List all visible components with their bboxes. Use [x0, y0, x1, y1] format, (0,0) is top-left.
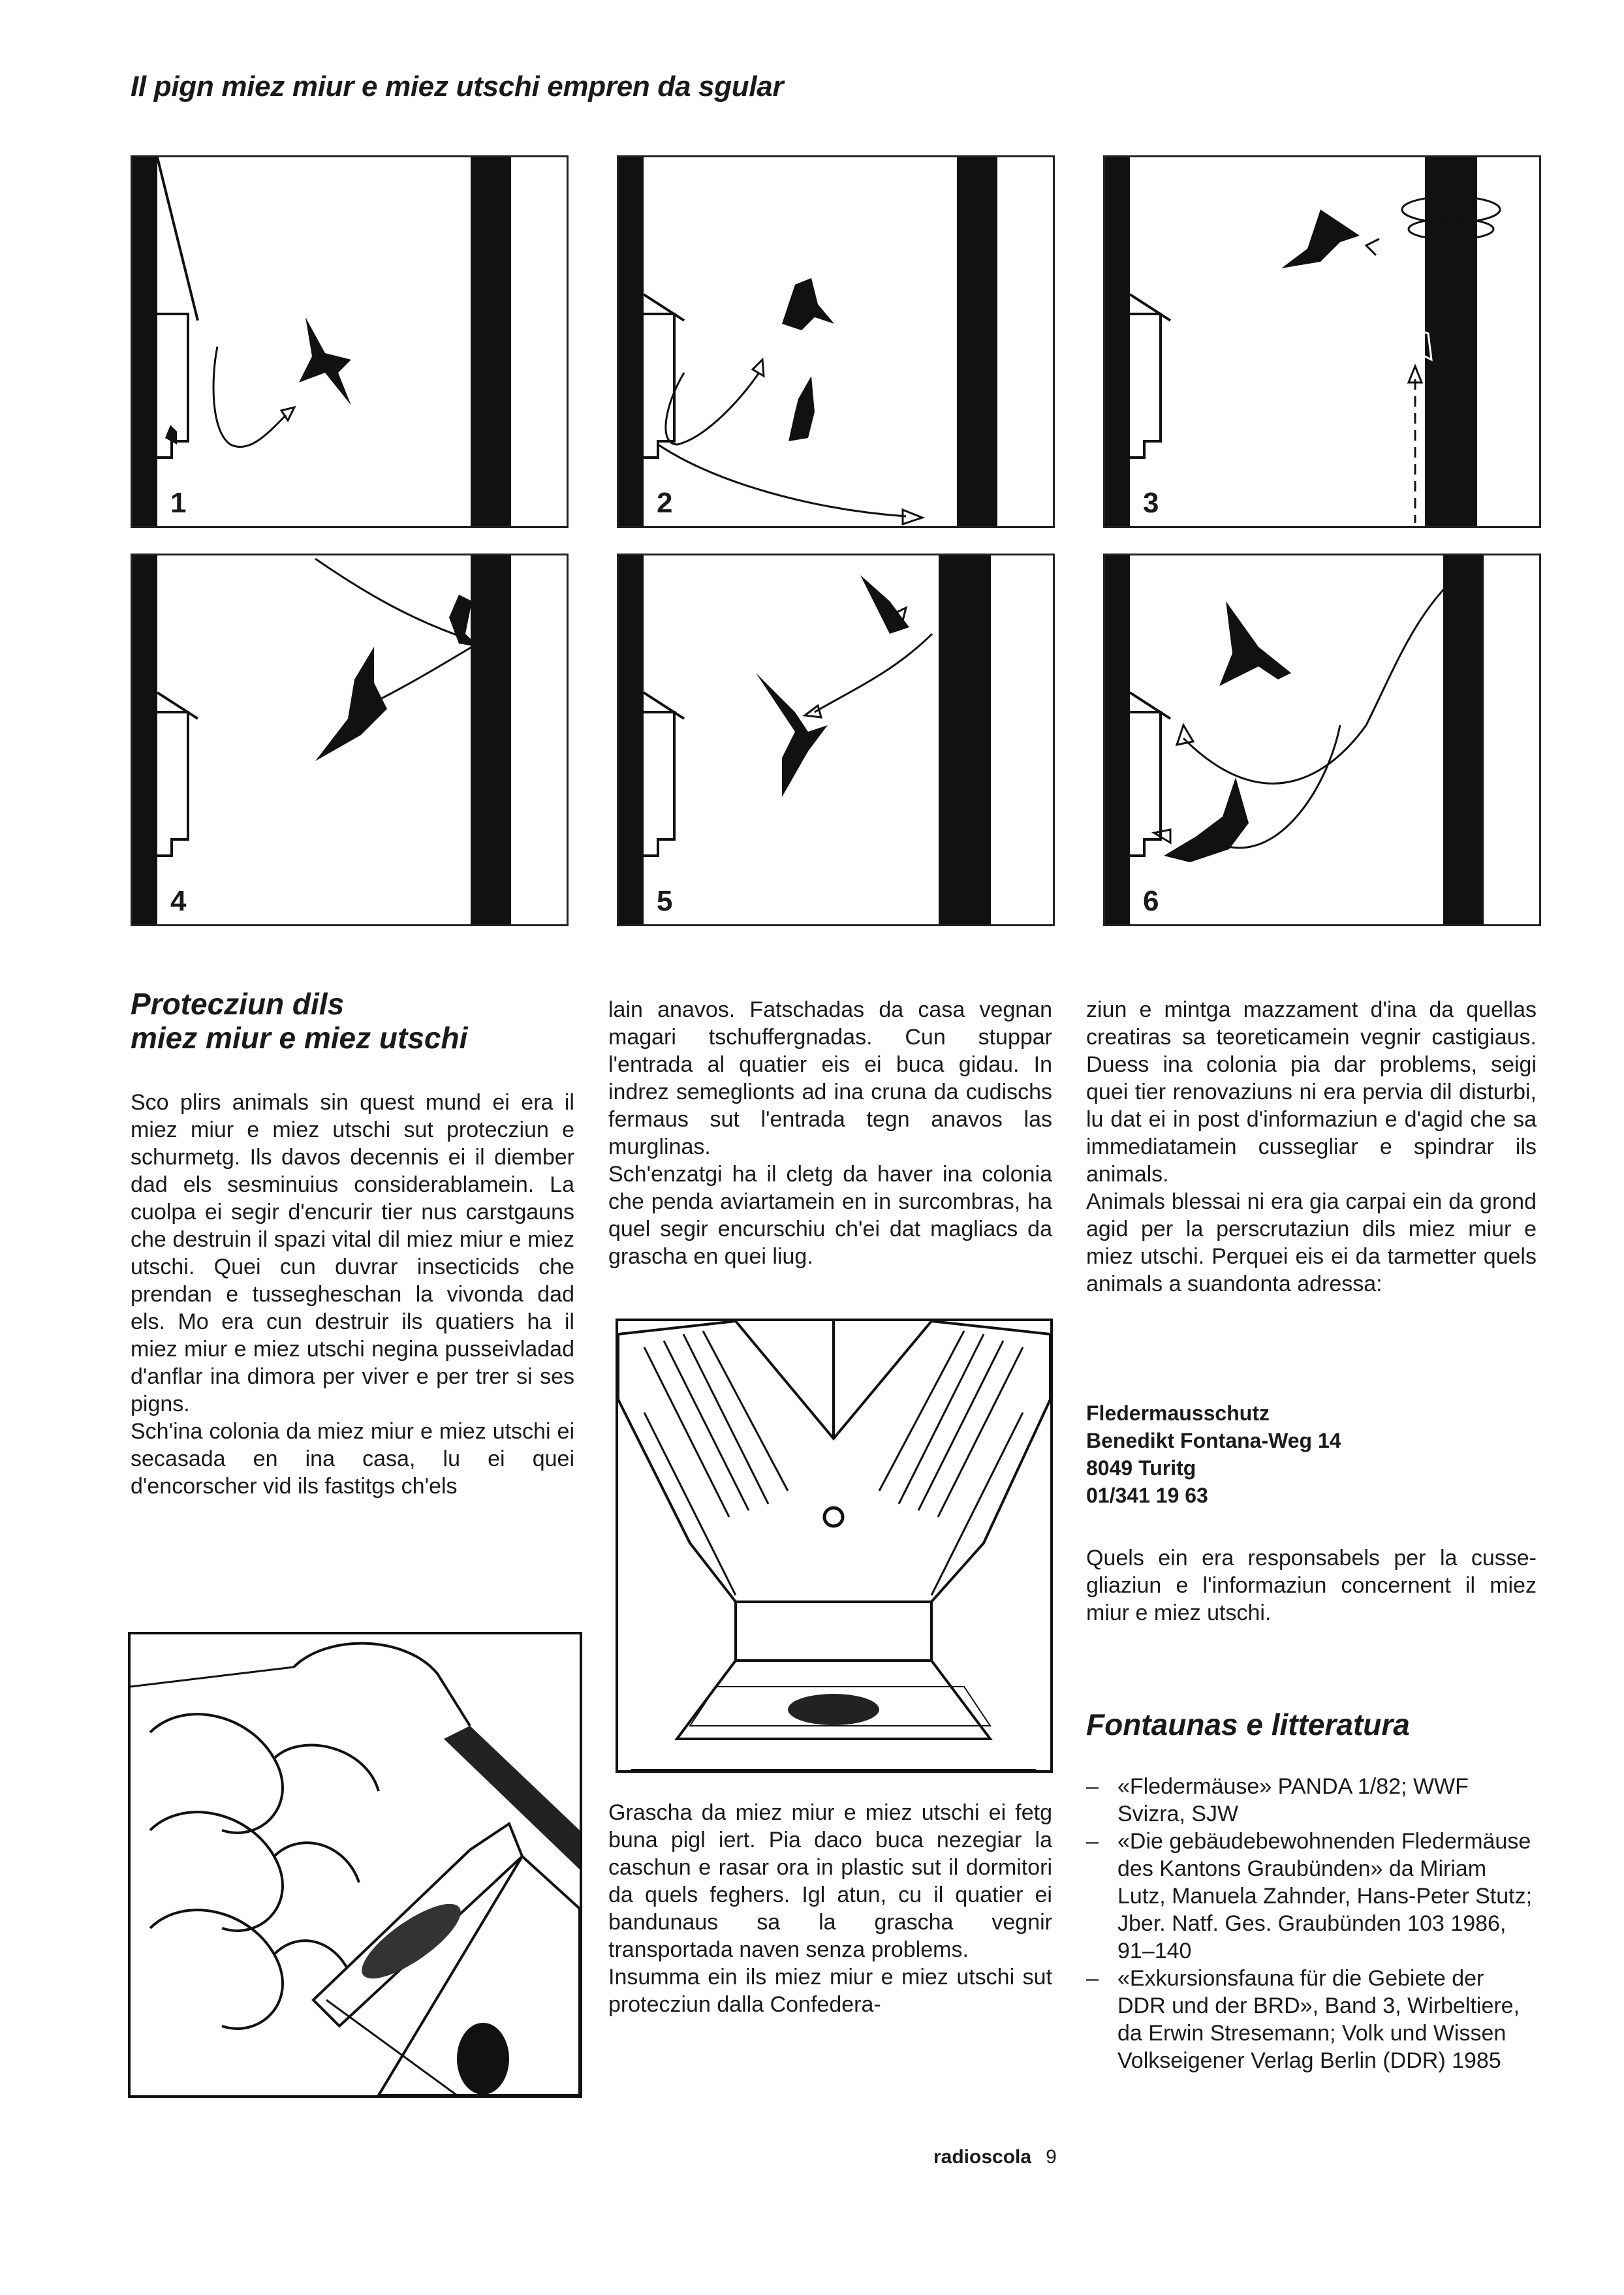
list-item	[1086, 1773, 1537, 1828]
section-title-line: miez miur e miez utschi	[131, 1021, 468, 1055]
panel-number: 1	[170, 487, 187, 519]
paragraph: Grascha da miez miur e miez utschi ei fetg buna pigl iert. Pia daco buca nezegiar la caschun e rasar ora in plastic sut il dormitori da quels feghers. Igl atun, cu il quatier ei bandunaus sa la grascha vegnir transportada naven senza problems.	[608, 1800, 1052, 1962]
list-dash: –	[1086, 1966, 1099, 1991]
paragraph: Animals blessai ni era gia carpai ein da grond agid per la perscrutaziun dils miez miur e miez utschi. Perquei eis ei da tarmetter quels animals a suandonta adressa:	[1086, 1189, 1537, 1296]
paragraph: Insumma ein ils miez miur e miez utschi sut protecziun dalla Confedera-	[608, 1965, 1052, 2017]
text-column-3	[1086, 996, 1537, 1298]
list-dash: –	[1086, 1774, 1099, 1799]
bat-box-drawing	[618, 1321, 1050, 1770]
panel-number: 2	[657, 487, 673, 519]
text-column-1	[131, 1089, 574, 1500]
address-line: Fledermausschutz	[1086, 1401, 1270, 1425]
paragraph: lain anavos. Fatschadas da casa vegnan magari tschuffergnadas. Cun stuppar l'entrada al quatier eis ei buca gidau. In indrez semeglionts ad ina cruna da cudischs fermaus sut l'entrada tegn anavos las murglinas.	[608, 997, 1052, 1159]
bat-illustration-4	[133, 555, 567, 924]
comic-panel-5	[617, 554, 1055, 926]
comic-panel-4	[131, 554, 569, 926]
sources-list	[1086, 1773, 1537, 2074]
paragraph: Sco plirs animals sin quest mund ei era il miez miur e miez utschi sut protecziun e schurmetg. Ils davos decennis ei il diember dad els sesminuius considerablamein. La cuolpa ei segir d'encurir tier nus carstgauns che destruin il spazi vital dil miez miur e miez utschi. Quei cun duvrar insecticids che prendan e tussegheschan la vivonda dad els. Mo era cun destruir ils quatiers ha il miez miur e miez utschi negina pusseivladad d'anflar ina dimora per viver e per trer si ses pigns.	[131, 1090, 574, 1416]
comic-panel-3	[1103, 155, 1541, 528]
address-block	[1086, 1399, 1478, 1509]
roof-box-illustration	[616, 1319, 1053, 1773]
list-item	[1086, 1965, 1537, 2074]
page-number: 9	[1046, 2146, 1057, 2168]
panel-number: 3	[1143, 487, 1159, 519]
bat-illustration-1	[133, 157, 567, 526]
paragraph: Sch'enzatgi ha il cletg da haver ina colonia che penda aviartamein en in surcombras, ha quel segir encurschiu ch'ei dat magliacs da grascha en quei liug.	[608, 1162, 1052, 1269]
paragraph: ziun e mintga mazzament d'ina da quellas creatiras sa teoreticamein vegnir castigiaus. Duess ina colonia pia dar problems, seigi quei tier renovaziuns ni era pervia dil disturbi, lu dat ei in post d'informaziun e d'agid che sa immediatamein cussegliar e spindrar ils animals.	[1086, 997, 1537, 1187]
section-title-line: Protecziun dils	[131, 987, 345, 1021]
address-line: Benedikt Fontana-Weg 14	[1086, 1429, 1341, 1452]
comic-panel-2	[617, 155, 1055, 528]
comic-panel-6	[1103, 554, 1541, 926]
caption-text	[608, 1799, 1052, 2018]
roof-tiles-illustration	[128, 1632, 582, 2098]
section-title-protection	[131, 987, 587, 1055]
address-line: 8049 Turitg	[1086, 1456, 1196, 1480]
bat-illustration-3	[1105, 157, 1539, 526]
list-item	[1086, 1828, 1537, 1965]
section-title-sources: Fontaunas e litteratura	[1086, 1708, 1410, 1741]
bat-illustration-6	[1105, 555, 1539, 924]
panel-number: 6	[1143, 885, 1159, 917]
list-dash: –	[1086, 1829, 1099, 1854]
source-text: «Exkursionsfauna für die Gebiete der DDR und der BRD», Band 3, Wirbeltiere, da Erwin Stresemann; Volk und Wissen Volkseigener Verlag Berlin (DDR) 1985	[1117, 1966, 1520, 2073]
source-text: «Die gebäudebewohnenden Fledermäuse des Kantons Graubünden» da Miriam Lutz, Manuela Zahnder, Hans-Peter Stutz; Jber. Natf. Ges. Graubünden 103 1986, 91–140	[1117, 1829, 1533, 1963]
page-title: Il pign miez miur e miez utschi empren da sgular	[131, 70, 784, 102]
roof-tiles-drawing	[131, 1634, 580, 2095]
panel-number: 5	[657, 885, 673, 917]
source-text: «Fledermäuse» PANDA 1/82; WWF Svizra, SJW	[1117, 1774, 1469, 1826]
bat-illustration-2	[619, 157, 1053, 526]
panel-number: 4	[170, 885, 187, 917]
page-footer	[933, 2146, 1057, 2168]
paragraph: Sch'ina colonia da miez miur e miez utschi ei secasada en ina casa, lu ei quei d'encorscher vid ils fastitgs ch'els	[131, 1419, 574, 1499]
address-line: 01/341 19 63	[1086, 1484, 1208, 1507]
counsel-note: Quels ein era responsabels per la cussegliaziun e l'informaziun concernent il miez miur e miez utschi.	[1086, 1546, 1537, 1625]
text-column-2	[608, 996, 1052, 1270]
comic-panel-1	[131, 155, 569, 528]
publication-name: radioscola	[933, 2146, 1032, 2168]
bat-illustration-5	[619, 555, 1053, 924]
